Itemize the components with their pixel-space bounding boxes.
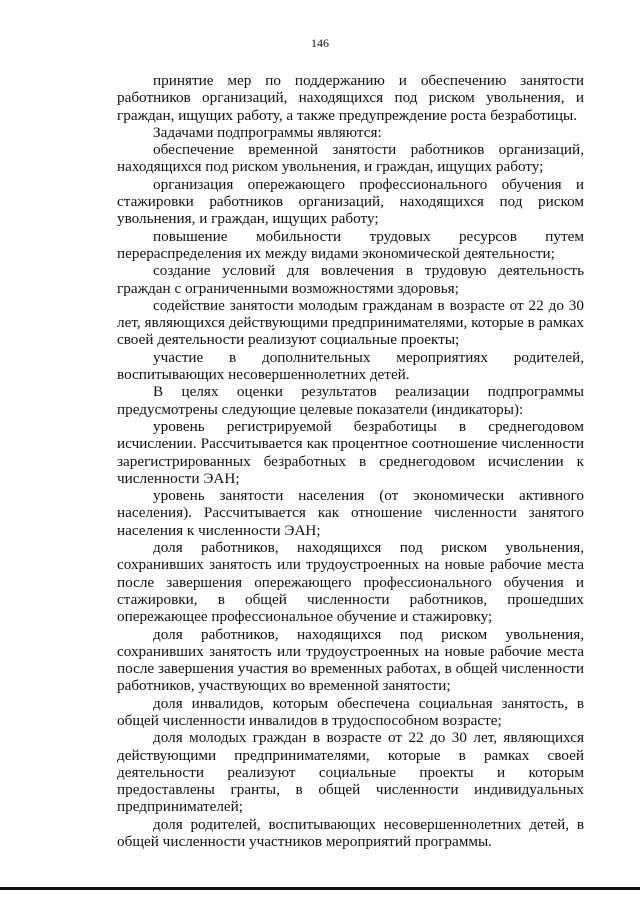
paragraph-2: Задачами подпрограммы являются: (153, 123, 382, 141)
paragraph-10: уровень регистрируемой безработицы в среднегодовом исчислении. Рассчитывается как процентное соотношение численности зарегистрированных безработных в среднегодовом исчислении к численности ЭАН; (117, 417, 584, 487)
paragraph-12: доля работников, находящихся под риском увольнения, сохранивших занятость или трудоустроенных на новые рабочие места после завершения опережающего профессионального обучения и стажировки, в общей численности работников, прошедших опережающее профессиональное обучение и стажировку; (117, 539, 584, 626)
bottom-border-line (0, 887, 640, 890)
paragraph-8: участие в дополнительных мероприятиях родителей, воспитывающих несовершеннолетних детей. (117, 348, 584, 384)
paragraph-14: доля инвалидов, которым обеспечена социальная занятость, в общей численности инвалидов в трудоспособном возрасте; (117, 694, 584, 729)
paragraph-1: принятие мер по поддержанию и обеспечению занятости работников организаций, находящихся под риском увольнения, и граждан, ищущих работу, а также предупреждение роста безработицы. (117, 72, 584, 124)
paragraph-9: В целях оценки результатов реализации подпрограммы предусмотрены следующие целевые показатели (индикаторы): (117, 383, 584, 418)
paragraph-16: доля родителей, воспитывающих несовершеннолетних детей, в общей численности участников мероприятий программы. (117, 815, 584, 851)
paragraph-4: организация опережающего профессионального обучения и стажировки работников организаций, находящихся под риском увольнения, и граждан, ищущих работу; (117, 175, 584, 228)
page-number: 146 (311, 36, 329, 50)
paragraph-15: доля молодых граждан в возрасте от 22 до 30 лет, являющихся действующими предпринимателями, которые в рамках своей деятельности реализуют социальные проекты и которым предоставлены гранты, в общей численности индивидуальных предпринимателей; (117, 729, 584, 816)
paragraph-11: уровень занятости населения (от экономически активного населения). Рассчитывается как отношение численности занятого населения к численности ЭАН; (117, 487, 584, 539)
paragraph-13: доля работников, находящихся под риском увольнения, сохранивших занятость или трудоустроенных на новые рабочие места после завершения участия во временных работах, в общей численности работников, участвующих во временной занятости; (117, 625, 584, 695)
paragraph-7: содействие занятости молодым гражданам в возрасте от 22 до 30 лет, являющихся действующими предпринимателями, которые в рамках своей деятельности реализуют социальные проекты; (117, 296, 584, 349)
document-body (117, 72, 584, 850)
paragraph-5: повышение мобильности трудовых ресурсов путем перераспределения их между видами экономической деятельности; (117, 227, 584, 262)
paragraph-3: обеспечение временной занятости работников организаций, находящихся под риском увольнения, и граждан, ищущих работу; (117, 141, 584, 176)
paragraph-6: создание условий для вовлечения в трудовую деятельность граждан с ограниченными возможностями здоровья; (117, 262, 584, 297)
